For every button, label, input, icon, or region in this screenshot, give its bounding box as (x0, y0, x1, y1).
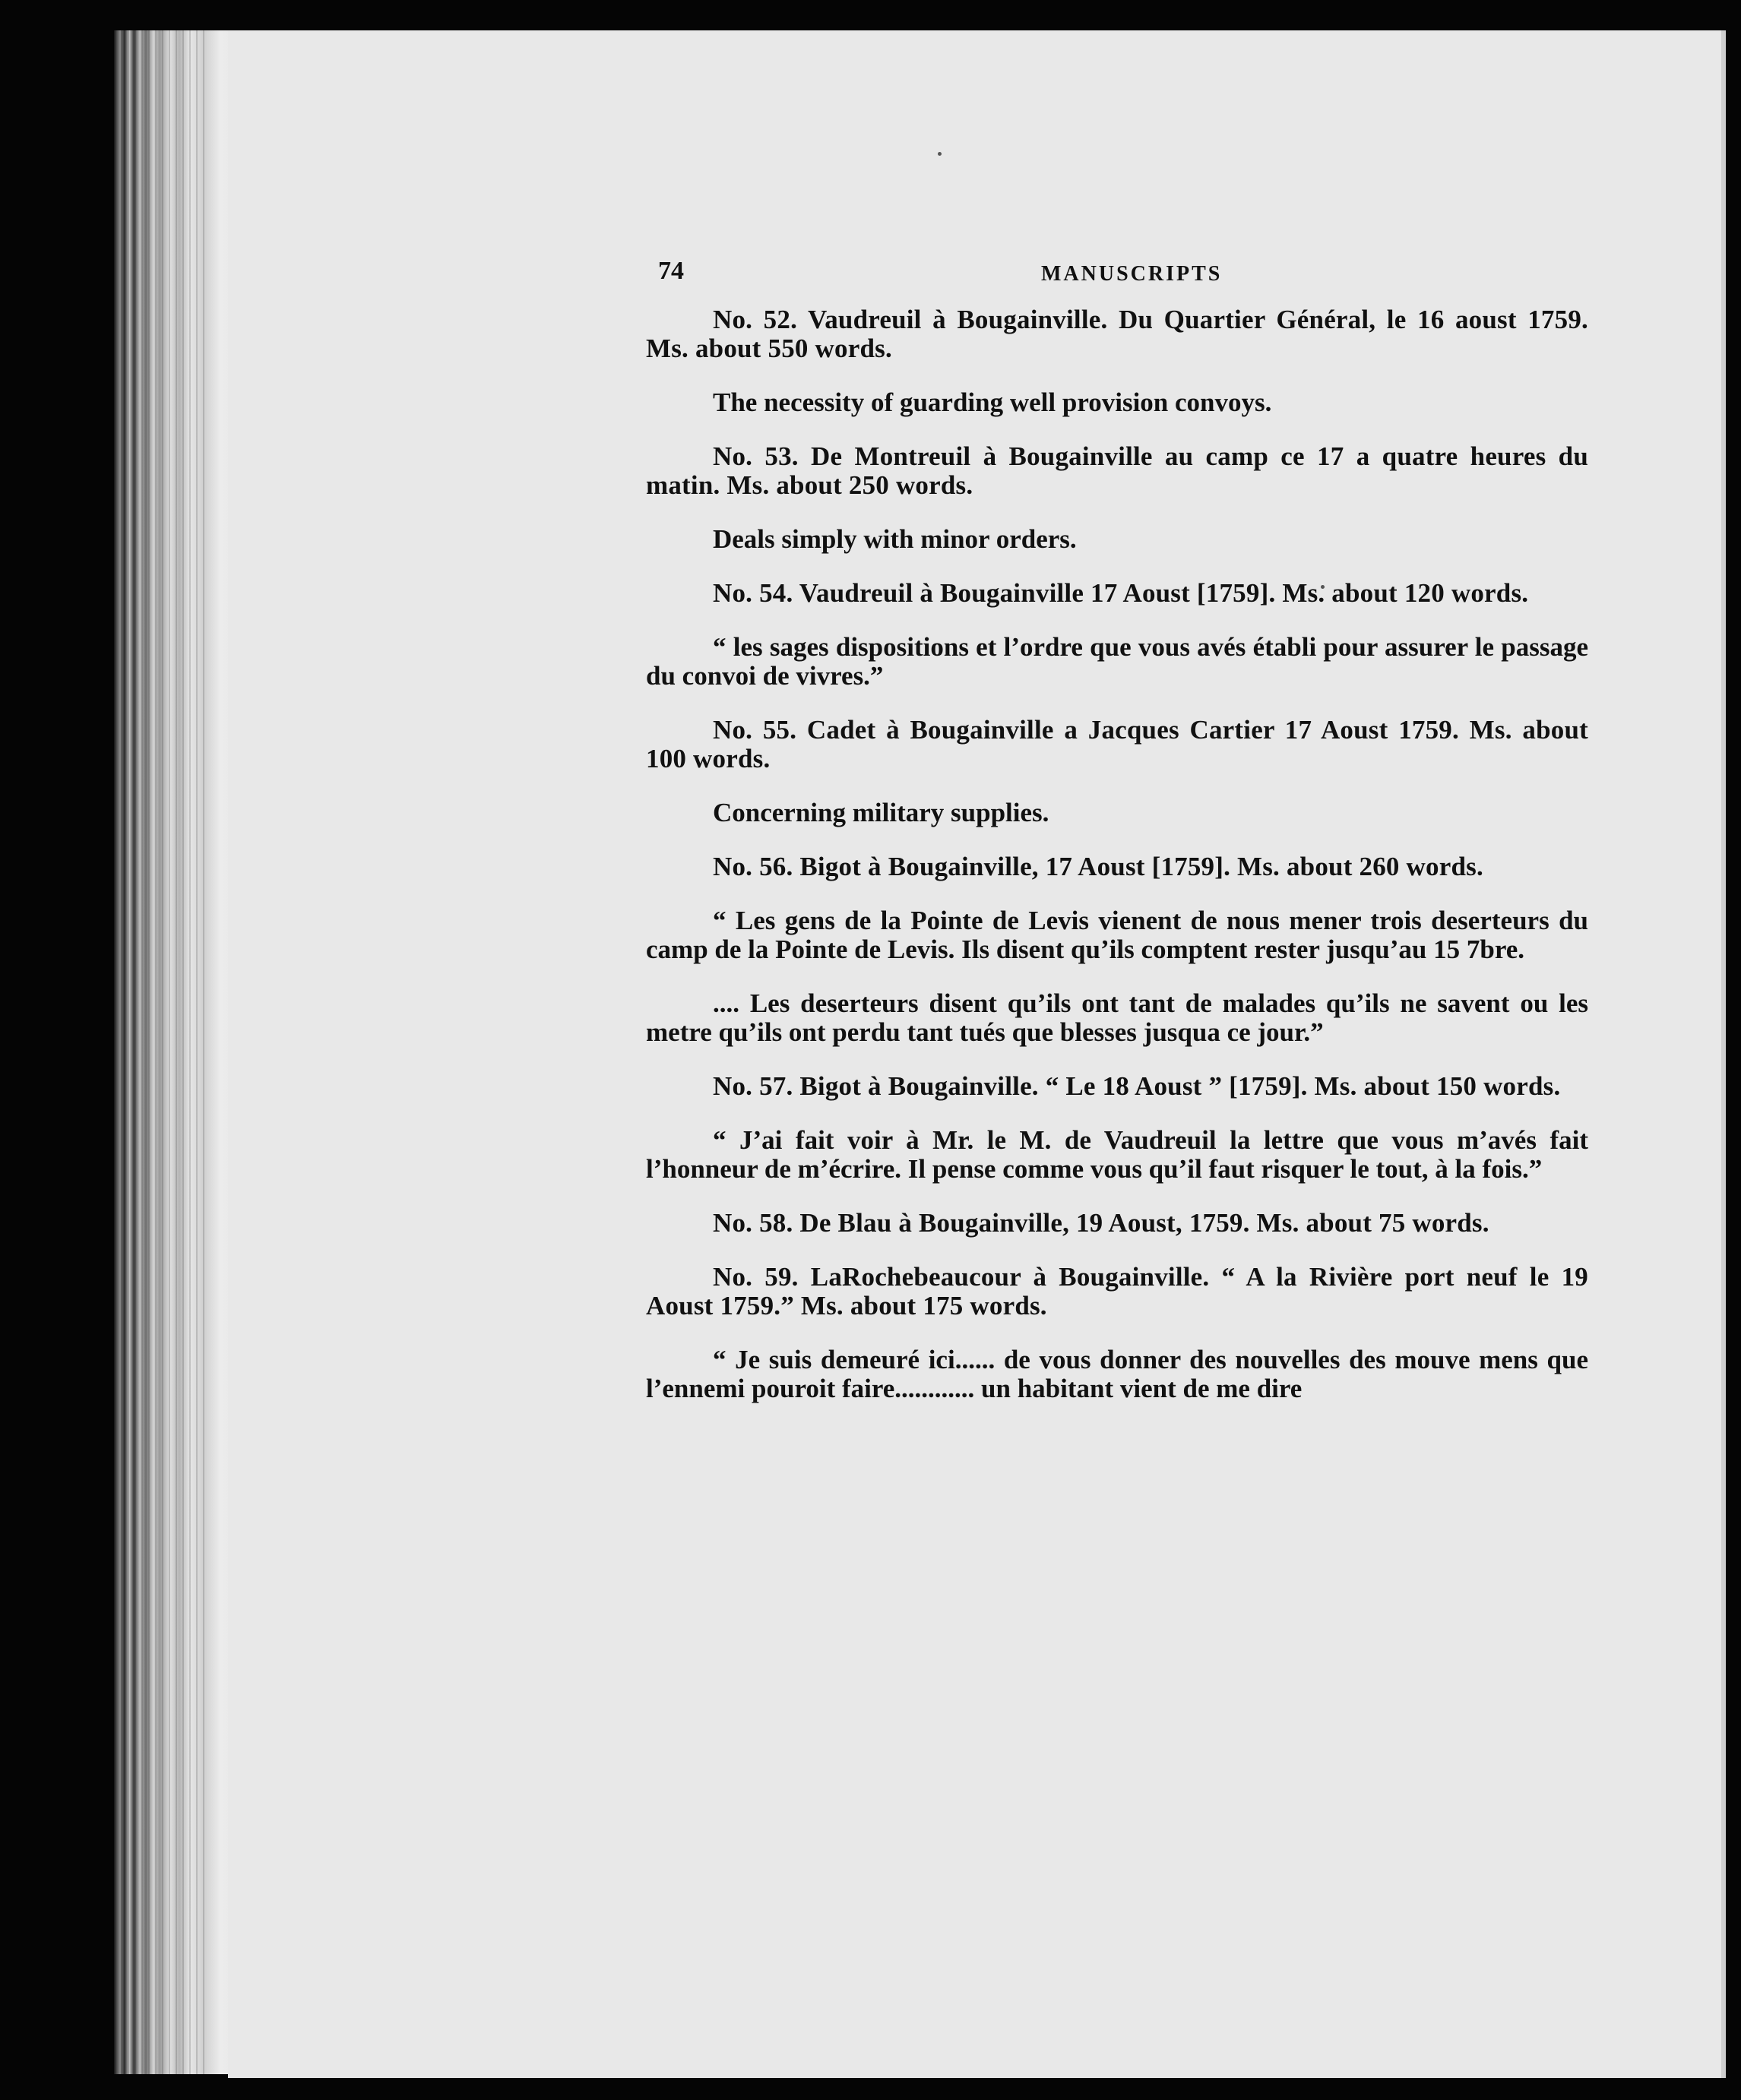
entry-summary: The necessity of guarding well provision convoys. (713, 387, 1272, 417)
page-text-block (646, 251, 1588, 1403)
entry-quote: “ les sages dispositions et l’ordre que vous avés établi pour assurer le passage du convoi de vivres.” (646, 632, 1588, 691)
entry-no-58: No. 58. De Blau à Bougainville, 19 Aoust, 1759. Ms. about 75 words. (713, 1208, 1489, 1238)
entry-quote: “ J’ai fait voir à Mr. le M. de Vaudreuil la lettre que vous m’avés fait l’honneur de m’écrire. Il pense comme vous qu’il faut risquer le tout, à la fois.” (646, 1125, 1588, 1184)
entry-no-55: No. 55. Cadet à Bougainville a Jacques Cartier 17 Aoust 1759. Ms. about 100 words. (646, 715, 1588, 773)
entry-no-52: No. 52. Vaudreuil à Bougainville. Du Quartier Général, le 16 aoust 1759. Ms. about 550 words. (646, 305, 1588, 363)
entry-no-57: No. 57. Bigot à Bougainville. “ Le 18 Aoust ” [1759]. Ms. about 150 words. (713, 1071, 1561, 1101)
page-number: 74 (658, 257, 684, 285)
running-head (646, 251, 1588, 289)
entry-summary: Concerning military supplies. (713, 798, 1049, 827)
entry-summary: Deals simply with minor orders. (713, 524, 1077, 554)
entry-no-53: No. 53. De Montreuil à Bougainville au camp ce 17 a quatre heures du matin. Ms. about 250 words. (646, 441, 1588, 500)
entry-quote: “ Les gens de la Pointe de Levis vienent de nous mener trois deserteurs du camp de la Pointe de Levis. Ils disent qu’ils comptent rester jusqu’au 15 7bre. (646, 906, 1588, 964)
entry-quote: “ Je suis demeuré ici...... de vous donner des nouvelles des mouve mens que l’ennemi pouroit faire............ un habitant vient de me dire (646, 1345, 1588, 1403)
running-title: MANUSCRIPTS (1041, 262, 1223, 286)
entry-quote: .... Les deserteurs disent qu’ils ont tant de malades qu’ils ne savent ou les metre qu’ils ont perdu tant tués que blesses jusqua ce jour.” (646, 988, 1588, 1047)
entry-no-59: No. 59. LaRochebeaucour à Bougainville. “ A la Rivière port neuf le 19 Aoust 1759.” Ms. about 175 words. (646, 1262, 1588, 1320)
page-edge-lines (114, 30, 205, 2074)
entry-no-56: No. 56. Bigot à Bougainville, 17 Aoust [1759]. Ms. about 260 words. (713, 852, 1483, 881)
entry-no-54: No. 54. Vaudreuil à Bougainville 17 Aoust [1759]. Ms. about 120 words. (713, 578, 1529, 608)
dust-speck (938, 152, 942, 156)
